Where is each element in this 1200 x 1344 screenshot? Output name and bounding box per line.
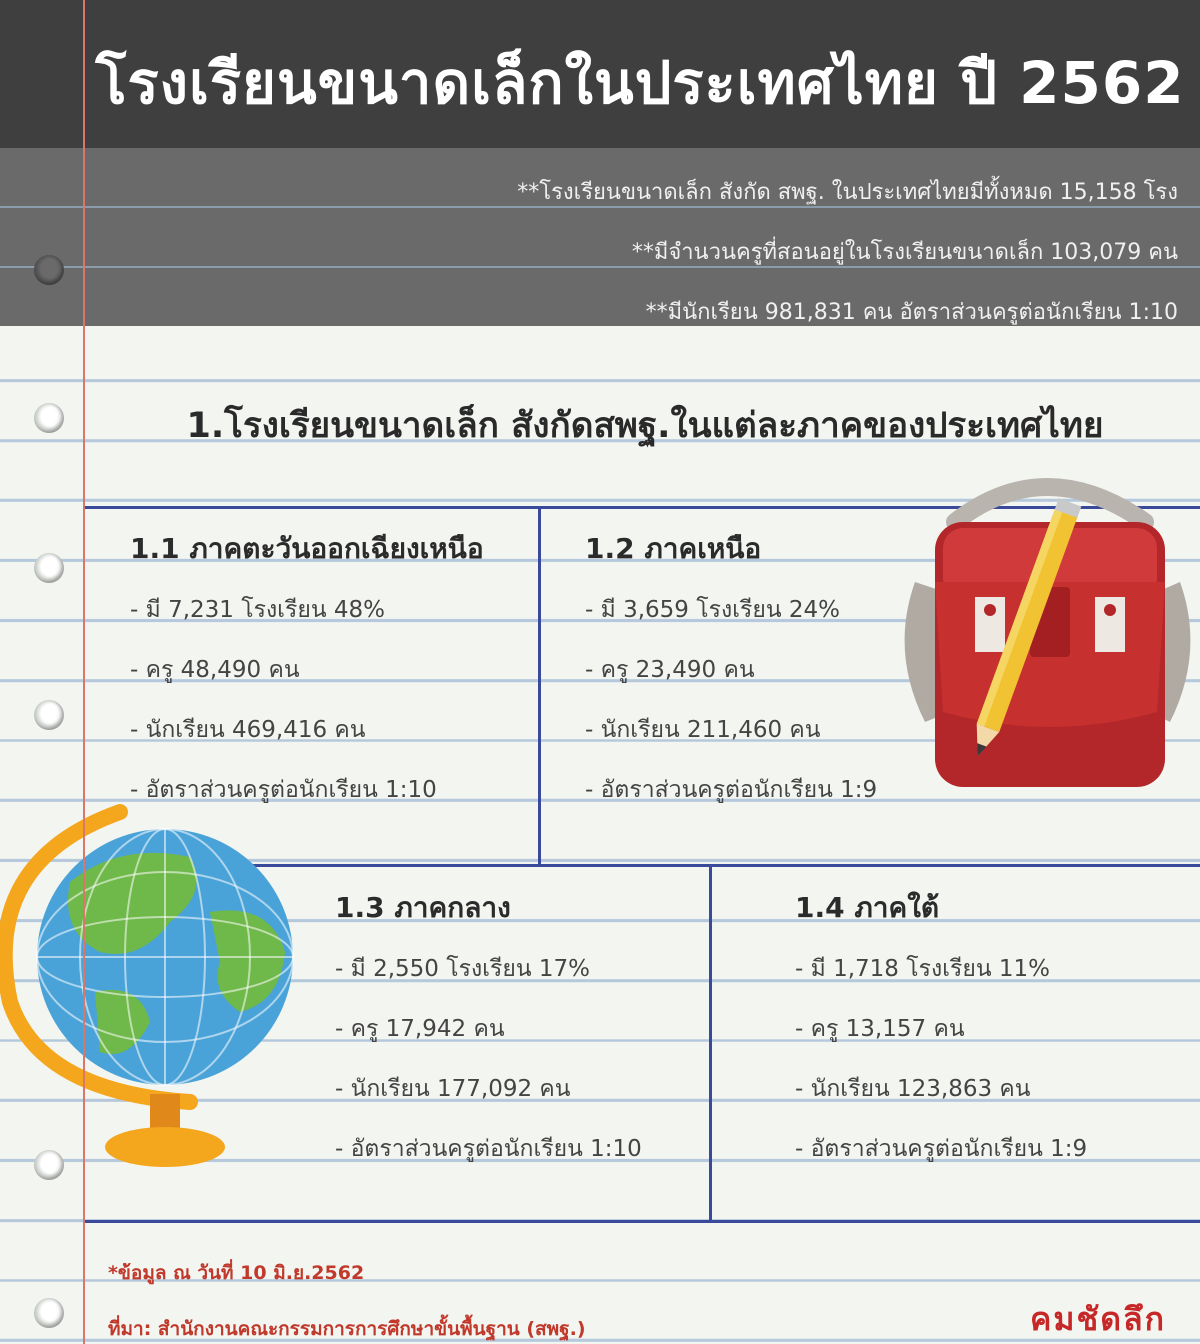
binder-ring-icon (34, 255, 64, 285)
grid-line (709, 864, 712, 1222)
binder-ring-icon (34, 1298, 64, 1328)
source-note: ที่มา: สำนักงานคณะกรรมการการศึกษาขั้นพื้นฐาน (สพฐ.) (108, 1318, 586, 1340)
summary-fact-schools: **โรงเรียนขนาดเล็ก สังกัด สพฐ. ในประเทศไทยมีทั้งหมด 15,158 โรง (517, 180, 1178, 205)
region-students: - นักเรียน 177,092 คน (335, 1076, 571, 1102)
region-students: - นักเรียน 469,416 คน (130, 717, 366, 743)
globe-icon (0, 802, 310, 1174)
region-teachers: - ครู 48,490 คน (130, 657, 300, 683)
region-ratio: - อัตราส่วนครูต่อนักเรียน 1:10 (335, 1136, 642, 1162)
region-ratio: - อัตราส่วนครูต่อนักเรียน 1:9 (585, 777, 878, 803)
binder-ring-icon (34, 553, 64, 583)
page-title: โรงเรียนขนาดเล็กในประเทศไทย ปี 2562 (95, 49, 1185, 117)
region-title: 1.4 ภาคใต้ (795, 891, 940, 924)
region-title: 1.3 ภาคกลาง (335, 891, 511, 924)
binder-ring-icon (34, 403, 64, 433)
date-note: *ข้อมูล ณ วันที่ 10 มิ.ย.2562 (108, 1262, 365, 1284)
margin-line (83, 0, 85, 1344)
binder-ring-icon (34, 700, 64, 730)
grid-line (538, 506, 541, 866)
region-teachers: - ครู 13,157 คน (795, 1016, 965, 1042)
summary-fact-teachers: **มีจำนวนครูที่สอนอยู่ในโรงเรียนขนาดเล็ก 103,079 คน (631, 240, 1178, 265)
region-teachers: - ครู 17,942 คน (335, 1016, 505, 1042)
summary-band (0, 148, 1200, 326)
region-teachers: - ครู 23,490 คน (585, 657, 755, 683)
region-students: - นักเรียน 211,460 คน (585, 717, 821, 743)
region-title: 1.2 ภาคเหนือ (585, 532, 762, 565)
backpack-icon (895, 462, 1200, 807)
region-schools: - มี 2,550 โรงเรียน 17% (335, 956, 591, 982)
binder-ring-icon (34, 1150, 64, 1180)
region-schools: - มี 3,659 โรงเรียน 24% (585, 597, 841, 623)
region-schools: - มี 1,718 โรงเรียน 11% (795, 956, 1051, 982)
grid-line (85, 1220, 1200, 1223)
region-ratio: - อัตราส่วนครูต่อนักเรียน 1:9 (795, 1136, 1088, 1162)
section-heading: 1.โรงเรียนขนาดเล็ก สังกัดสพฐ.ในแต่ละภาคของประเทศไทย (186, 406, 1104, 446)
region-ratio: - อัตราส่วนครูต่อนักเรียน 1:10 (130, 777, 437, 803)
summary-fact-students: **มีนักเรียน 981,831 คน อัตราส่วนครูต่อนักเรียน 1:10 (645, 300, 1178, 325)
region-schools: - มี 7,231 โรงเรียน 48% (130, 597, 386, 623)
title-band (0, 0, 1200, 148)
region-title: 1.1 ภาคตะวันออกเฉียงเหนือ (130, 532, 484, 565)
brand-logo: คมชัดลึก (1030, 1300, 1166, 1338)
region-students: - นักเรียน 123,863 คน (795, 1076, 1031, 1102)
